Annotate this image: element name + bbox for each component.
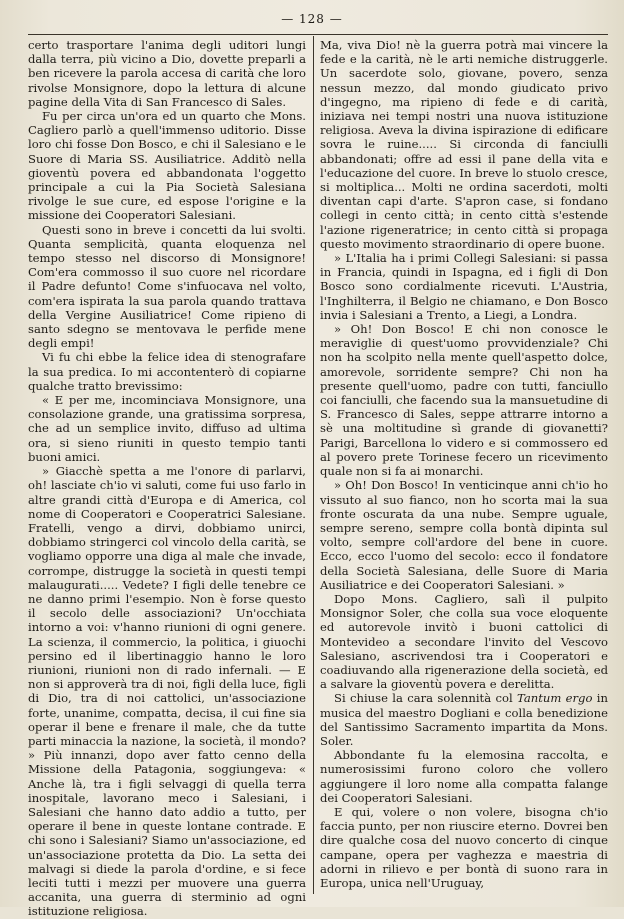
paragraph: E qui, volere o non volere, bisogna ch'io faccia punto, per non riuscire eterno. Dovrei ben dire qualche cosa del nuovo concerto di cinque campane, opera per vaghezza e maestria di adorni in rilievo e per bontà di suono rara in Europa, unica nell'Uruguay, <box>320 804 608 890</box>
paragraph: Abbondante fu la elemosina raccolta, e numerosissimi furono coloro che vollero aggiungere il loro nome alla compatta falange dei Cooperatori Salesiani. <box>320 748 608 805</box>
paragraph: « E per me, incominciava Monsignore, una consolazione grande, una gratissima sorpresa, che ad un semplice invito, diffuso ad ultima ora, si sieno riuniti in questo tempio tanti buoni amici. <box>28 393 306 464</box>
paragraph <box>320 691 608 748</box>
text-run: Si chiuse la cara solennità col <box>334 691 517 706</box>
paragraph: Vi fu chi ebbe la felice idea di stenografare la sua predica. Io mi accontenterò di copiarne qualche tratto brevissimo: <box>28 350 306 393</box>
paragraph: » L'Italia ha i primi Collegi Salesiani: si passa in Francia, quindi in Ispagna, ed i figli di Don Bosco sono cordialmente ricevuti. L'Austria, l'Inghilterra, il Belgio ne chiamano, e Don Bosco invia i Salesiani a Trento, a Liegi, a Londra. <box>320 251 608 322</box>
column-divider <box>313 36 314 894</box>
paragraph: Questi sono in breve i concetti da lui svolti. Quanta semplicità, quanta eloquenza nel tempo stesso nel discorso di Monsignore! Com'era commosso il suo cuore nel ricordare il Padre defunto! Come s'infuocava nel volto, com'era ispirata la sua parola quando trattava della Vergine Ausiliatrice! Come ripieno di santo sdegno se mentovava le perfide mene degli empi! <box>28 222 306 351</box>
italic-title: Tantum ergo <box>516 691 593 706</box>
paragraph: Ma, viva Dio! nè la guerra potrà mai vincere la fede e la carità, nè le arti nemiche distruggerle. Un sacerdote solo, giovane, povero, senza nessun mezzo, dal mondo giudicato privo d'ingegno, ma ripieno di fede e di carità, iniziava nei tempi nostri una nuova istituzione religiosa. Aveva la divina ispirazione di edificare sovra le ruine..... Si circonda di fanciulli abbandonati; offre ad essi il pane della vita e l'educazione del cuore. In breve lo stuolo cresce, si moltiplica... Molti ne ordina sacerdoti, molti diventan capi d'arte. S'apron case, si fondano collegi in cento città; in cento città s'estende l'azione rigeneratrice; in cento città si propaga questo movimento straordinario di opere buone. <box>320 38 608 251</box>
left-column <box>28 38 306 919</box>
header-rule <box>28 34 608 35</box>
paragraph: » Oh! Don Bosco! In venticinque anni ch'io ho vissuto al suo fianco, non ho scorta mai la sua fronte oscurata da una nube. Sempre uguale, sempre sereno, sempre colla bontà dipinta sul volto, sempre coll'ardore del bene in cuore. Ecco, ecco l'uomo del secolo: ecco il fondatore della Società Salesiana, delle Suore di Maria Ausiliatrice e dei Cooperatori Salesiani. » <box>320 478 608 592</box>
right-column <box>320 38 608 894</box>
paragraph: Fu per circa un'ora ed un quarto che Mons. Cagliero parlò a quell'immenso uditorio. Disse loro chi fosse Don Bosco, e chi il Salesiano e le Suore di Maria SS. Ausiliatrice. Additò nella gioventù povera ed abbandonata l'oggetto principale a cui la Pia Società Salesiana rivolge le sue cure, ed espose l'origine e la missione dei Cooperatori Salesiani. <box>28 109 306 223</box>
paragraph: » Oh! Don Bosco! E chi non conosce le meraviglie di quest'uomo provvidenziale? Chi non ha scolpito nella mente quell'aspetto dolce, amorevole, sorridente sempre? Chi non ha presente quell'uomo, padre con tutti, fanciullo coi fanciulli, che facendo sua la mansuetudine di S. Francesco di Sales, seppe attrarre intorno a sè una moltitudine sì grande di giovanetti? Parigi, Barcellona lo videro e si commossero ed al povero prete Torinese fecero un ricevimento quale non si fa ai monarchi. <box>320 322 608 479</box>
paragraph: certo trasportare l'anima degli uditori lungi dalla terra, più vicino a Dio, dovette preparli a ben ricevere la parola accesa di carità che loro rivolse Monsignore, dopo la lettura di alcune pagine della Vita di San Francesco di Sales. <box>28 38 306 109</box>
paragraph: » Giacchè spetta a me l'onore di parlarvi, oh! lasciate ch'io vi saluti, come fui uso farlo in altre grandi città d'Europa e di America, col nome di Cooperatori e Cooperatrici Salesiane. Fratelli, vengo a dirvi, dobbiamo unirci, dobbiamo stringerci col vincolo della carità, se vogliamo opporre una diga al male che invade, corrompe, distrugge la società in questi tempi malaugurati..... Vedete? I figli delle tenebre ce ne danno primi l'esempio. Non è forse questo il secolo delle associazioni? Un'occhiata intorno a voi: v'hanno riunioni di ogni genere. La scienza, il commercio, la politica, i giuochi persino ed il libertinaggio hanno le loro riunioni, riunioni non di rado infernali. — E non si approverà tra di noi, figli della luce, figli di Dio, tra di noi cattolici, un'associazione forte, unanime, compatta, decisa, il cui fine sia operar il bene e frenare il male, che da tutte parti minaccia la nazione, la società, il mondo? » Più innanzi, dopo aver fatto cenno della Missione della Patagonia, soggiungeva: « Anche là, tra i figli selvaggi di quella terra inospitale, lavorano meco i Salesiani, i Salesiani che hanno dato addio a tutto, per operare il bene in queste lontane contrade. E chi sono i Salesiani? Siamo un'associazione, ed un'associazione protetta da Dio. La setta dei malvagi si diede la parola d'ordine, e si fece leciti tutti i mezzi per muovere una guerra accanita, una guerra di sterminio ad ogni istituzione religiosa. <box>28 464 306 919</box>
paragraph: Dopo Mons. Cagliero, salì il pulpito Monsignor Soler, che colla sua voce eloquente ed autorevole invitò i buoni cattolici di Montevideo a secondare l'invito del Vescovo Salesiano, ascrivendosi tra i Cooperatori e coadiuvando alla rigenerazione della società, ed a salvare la gioventù povera e derelitta. <box>320 591 608 692</box>
text-run: in musica del maestro Dogliani e colla benedizione del Santissimo Sacramento impartita da Mons. Soler. <box>320 691 608 748</box>
page-number: — 128 — <box>281 12 343 26</box>
